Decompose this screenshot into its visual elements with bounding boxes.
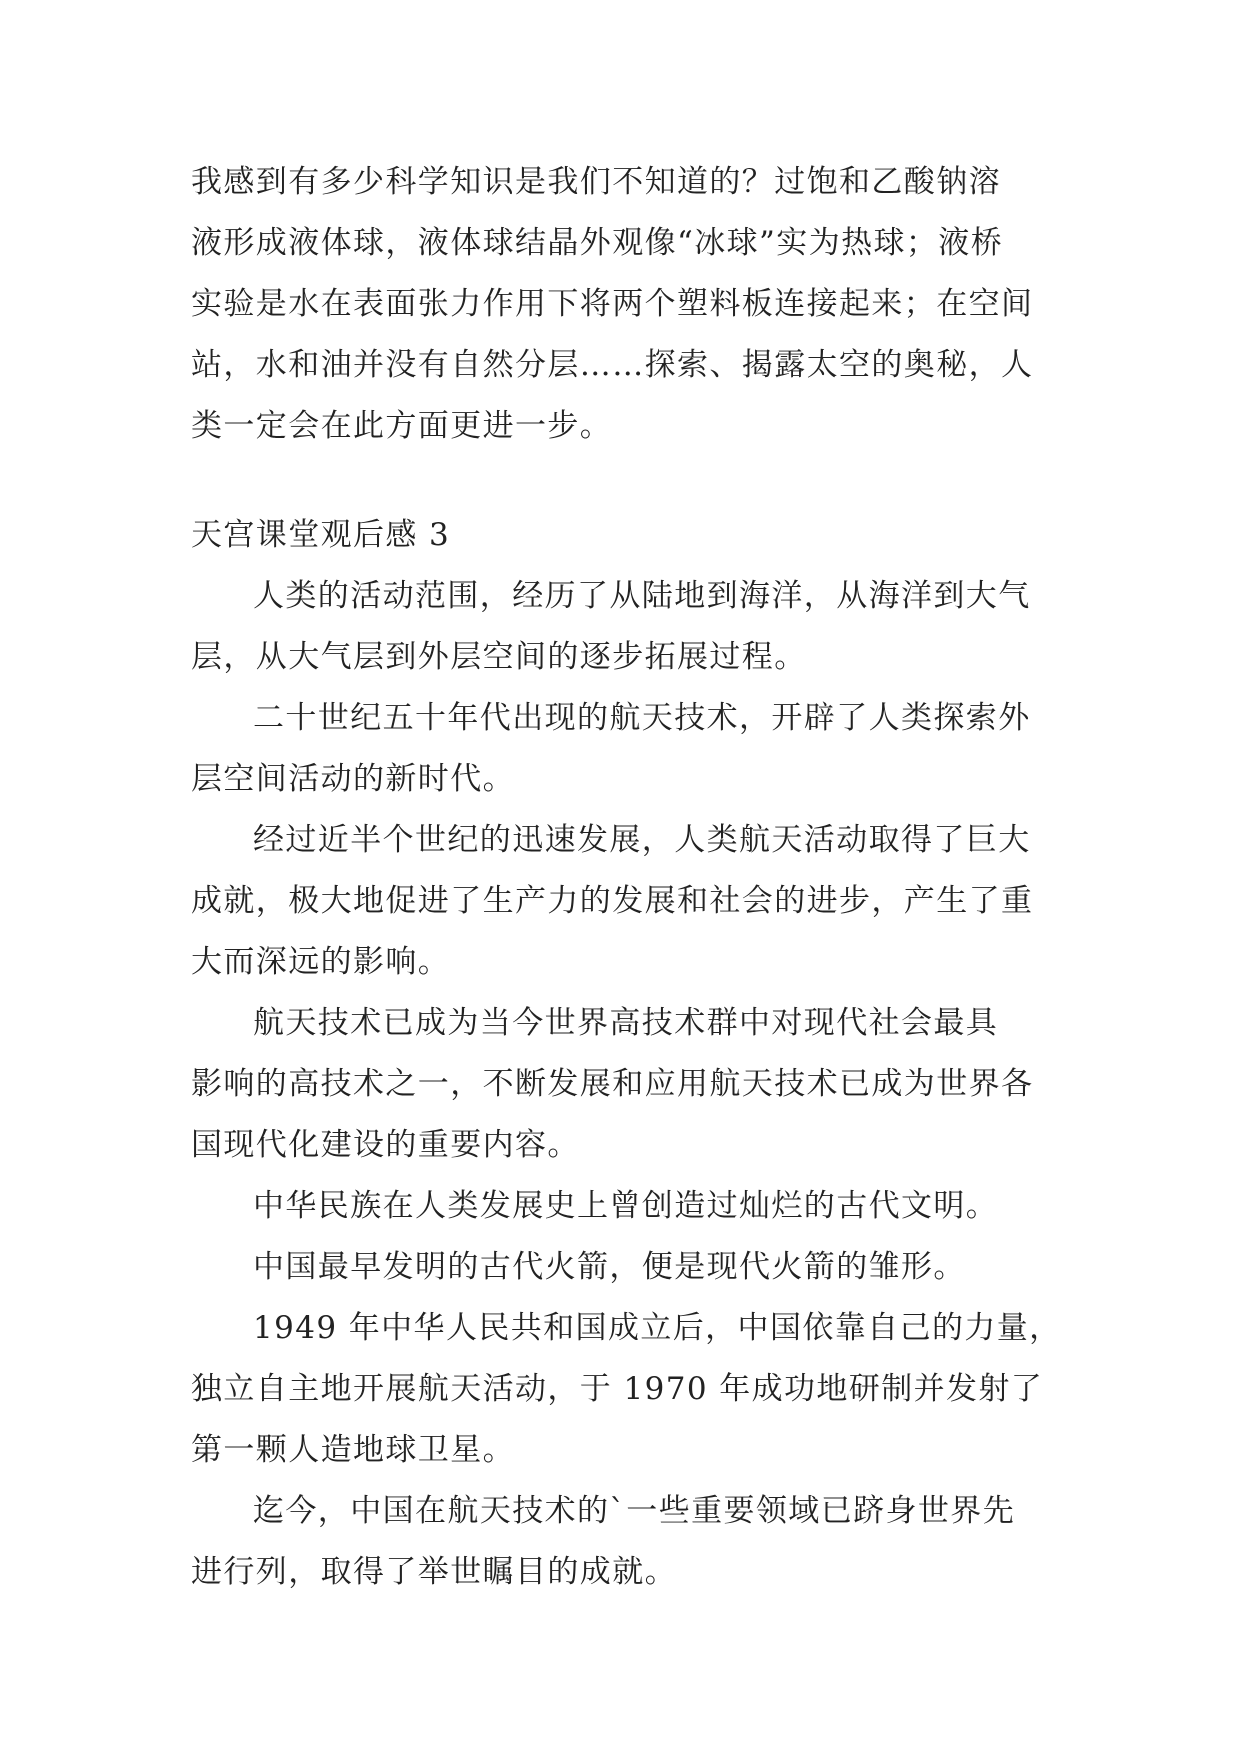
paragraph-10-line-2: 进行列，取得了举世瞩目的成就。 — [191, 1554, 677, 1590]
paragraph-4-line-1: 二十世纪五十年代出现的航天技术，开辟了人类探索外 — [253, 700, 1031, 736]
paragraph-6-line-1: 航天技术已成为当今世界高技术群中对现代社会最具 — [253, 1005, 999, 1041]
paragraph-1-line-3: 实验是水在表面张力作用下将两个塑料板连接起来；在空间 — [191, 286, 1034, 322]
paragraph-10-line-1: 迄今，中国在航天技术的`一些重要领域已跻身世界先 — [253, 1493, 1016, 1529]
paragraph-3-line-2: 层，从大气层到外层空间的逐步拓展过程。 — [191, 639, 807, 675]
paragraph-8-line-1: 中国最早发明的古代火箭，便是现代火箭的雏形。 — [253, 1249, 966, 1285]
paragraph-5-line-2: 成就，极大地促进了生产力的发展和社会的进步，产生了重 — [191, 883, 1034, 919]
paragraph-1-line-5: 类一定会在此方面更进一步。 — [191, 408, 613, 444]
paragraph-5-line-3: 大而深远的影响。 — [191, 944, 451, 980]
paragraph-9-line-2: 独立自主地开展航天活动，于 1970 年成功地研制并发射了 — [191, 1371, 1044, 1407]
paragraph-7-line-1: 中华民族在人类发展史上曾创造过灿烂的古代文明。 — [253, 1188, 999, 1224]
paragraph-4-line-2: 层空间活动的新时代。 — [191, 761, 515, 797]
paragraph-1-line-1: 我感到有多少科学知识是我们不知道的？过饱和乙酸钠溶 — [191, 164, 1001, 200]
paragraph-9-line-1: 1949 年中华人民共和国成立后，中国依靠自己的力量， — [253, 1310, 1062, 1346]
paragraph-9-line-3: 第一颗人造地球卫星。 — [191, 1432, 515, 1468]
paragraph-6-line-3: 国现代化建设的重要内容。 — [191, 1127, 580, 1163]
paragraph-1-line-2: 液形成液体球，液体球结晶外观像“冰球”实为热球；液桥 — [191, 225, 1004, 261]
paragraph-1-line-4: 站，水和油并没有自然分层……探索、揭露太空的奥秘，人 — [191, 347, 1034, 383]
paragraph-6-line-2: 影响的高技术之一，不断发展和应用航天技术已成为世界各 — [191, 1066, 1034, 1102]
paragraph-5-line-1: 经过近半个世纪的迅速发展，人类航天活动取得了巨大 — [253, 822, 1031, 858]
section-heading: 天宫课堂观后感 3 — [191, 517, 451, 553]
paragraph-3-line-1: 人类的活动范围，经历了从陆地到海洋，从海洋到大气 — [253, 578, 1031, 614]
